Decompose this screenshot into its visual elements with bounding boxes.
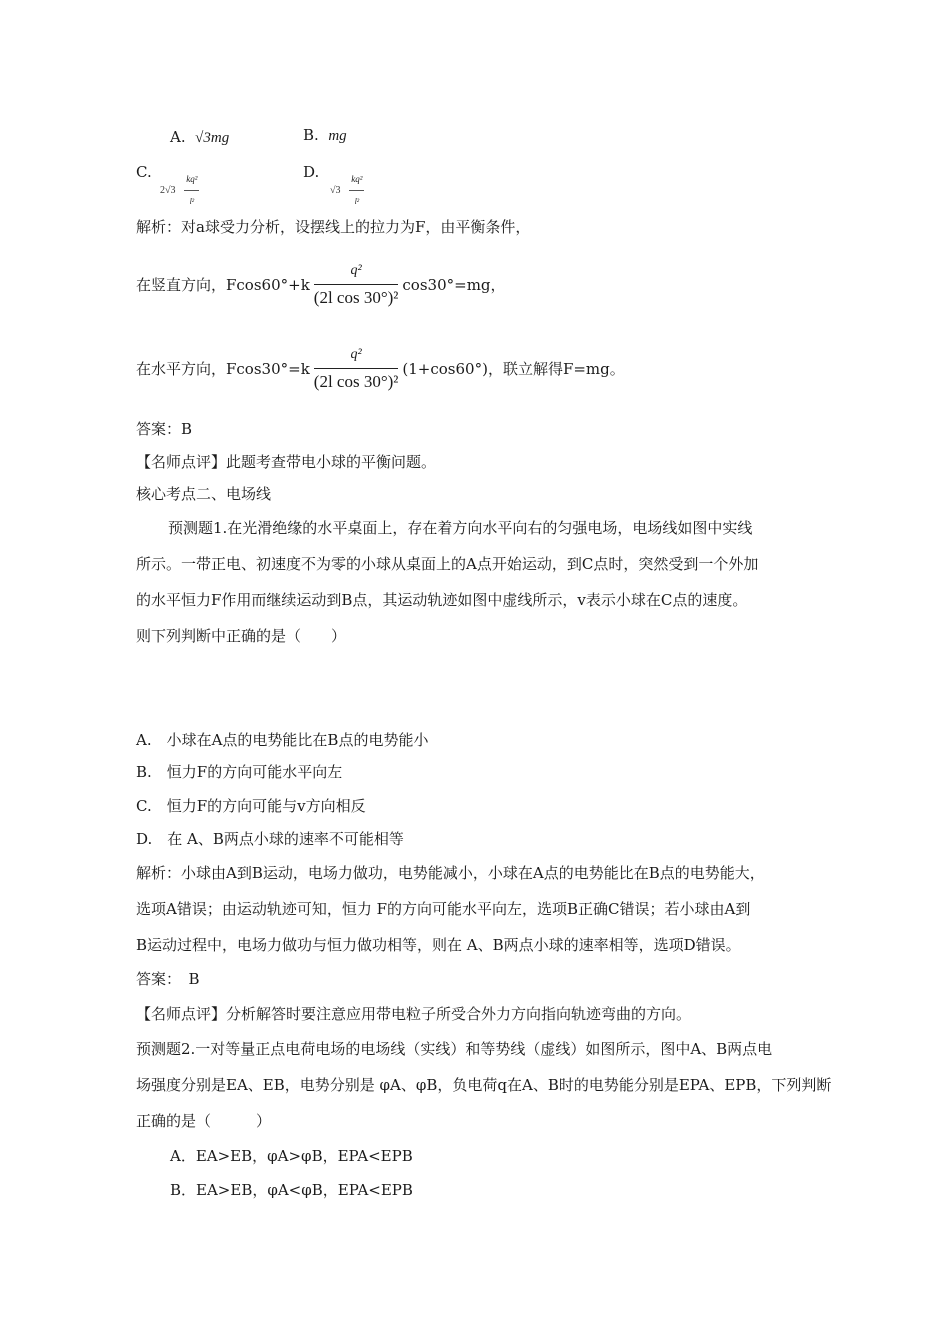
option-d-den: l² — [354, 197, 360, 206]
option-b-label: B. — [303, 126, 319, 144]
option-d-label: D. — [303, 163, 320, 181]
option-c — [136, 161, 152, 183]
q2-line-2: 场强度分别是EA、EB，电势分别是 φA、φB，负电荷q在A、B时的电势能分别是EPA、EPB，下列判断 — [136, 1076, 832, 1094]
vertical-eq-prefix: 在竖直方向，Fcos60°+k — [136, 275, 310, 294]
q1-option-c: C. 恒力F的方向可能与v方向相反 — [136, 797, 366, 815]
option-c-formula — [160, 168, 203, 213]
horizontal-eq-num: q² — [314, 344, 399, 369]
option-b — [303, 124, 347, 147]
q1-answer: 答案： B — [136, 970, 200, 988]
option-b-value: mg — [328, 128, 347, 144]
q1-comment: 【名师点评】分析解答时要注意应用带电粒子所受合外力方向指向轨迹弯曲的方向。 — [136, 1005, 692, 1023]
option-a — [170, 126, 229, 149]
option-c-den: l² — [189, 197, 195, 206]
q1-solution-3: B运动过程中，电场力做功与恒力做功相等，则在 A、B两点小球的速率相等，选项D错误。 — [136, 936, 741, 954]
option-d-formula — [330, 168, 368, 213]
option-d-num: kq² — [349, 168, 364, 191]
q1-line-4: 则下列判断中正确的是（ ） — [136, 627, 347, 645]
q1-line-1: 预测题1.在光滑绝缘的水平桌面上，存在着方向水平向右的匀强电场，电场线如图中实线 — [168, 519, 753, 537]
horizontal-eq-suffix: (1+cos60°)，联立解得F=mg。 — [402, 359, 625, 378]
option-a-value: √3mg — [195, 130, 230, 146]
option-c-num: kq² — [184, 168, 199, 191]
q1-option-d: D. 在 A、B两点小球的速率不可能相等 — [136, 830, 404, 848]
section-heading: 核心考点二、电场线 — [136, 485, 272, 503]
option-c-label: C. — [136, 163, 152, 181]
q1-line-3: 的水平恒力F作用而继续运动到B点，其运动轨迹如图中虚线所示，v表示小球在C点的速度。 — [136, 591, 748, 609]
q2-option-a: A．EA>EB，φA>φB，EPA<EPB — [170, 1147, 413, 1165]
option-a-label: A. — [170, 128, 186, 146]
q1-solution-1: 解析：小球由A到B运动，电场力做功，电势能减小，小球在A点的电势能比在B点的电势能大， — [136, 864, 765, 882]
vertical-eq-fraction — [314, 260, 399, 309]
option-d — [303, 161, 319, 183]
vertical-eq-den: (2l cos 30°)² — [313, 288, 399, 307]
horizontal-eq-fraction — [314, 344, 399, 393]
horizontal-eq-prefix: 在水平方向，Fcos30°=k — [136, 359, 310, 378]
option-d-coef: √3 — [330, 184, 341, 196]
option-c-fraction — [184, 168, 199, 213]
vertical-eq-num: q² — [314, 260, 399, 285]
answer-1: 答案：B — [136, 420, 193, 438]
q1-option-b: B. 恒力F的方向可能水平向左 — [136, 763, 343, 781]
q1-solution-2: 选项A错误；由运动轨迹可知，恒力 F的方向可能水平向左，选项B正确C错误；若小球由A到 — [136, 900, 751, 918]
q2-line-3: 正确的是（ ） — [136, 1112, 272, 1130]
horizontal-equation — [136, 344, 625, 393]
horizontal-eq-den: (2l cos 30°)² — [313, 372, 399, 391]
solution-intro: 解析：对a球受力分析，设摆线上的拉力为F，由平衡条件， — [136, 218, 531, 236]
option-c-coef: 2√3 — [160, 184, 176, 196]
q1-line-2: 所示。一带正电、初速度不为零的小球从桌面上的A点开始运动，到C点时，突然受到一个外加 — [136, 555, 759, 573]
q2-option-b: B．EA>EB，φA<φB，EPA<EPB — [170, 1181, 413, 1199]
option-d-fraction — [349, 168, 364, 213]
comment-1: 【名师点评】此题考查带电小球的平衡问题。 — [136, 453, 437, 471]
vertical-eq-suffix: cos30°=mg， — [402, 275, 506, 294]
vertical-equation — [136, 260, 506, 309]
q2-line-1: 预测题2.一对等量正点电荷电场的电场线（实线）和等势线（虚线）如图所示，图中A、B两点电 — [136, 1040, 773, 1058]
q1-option-a: A. 小球在A点的电势能比在B点的电势能小 — [136, 731, 429, 749]
